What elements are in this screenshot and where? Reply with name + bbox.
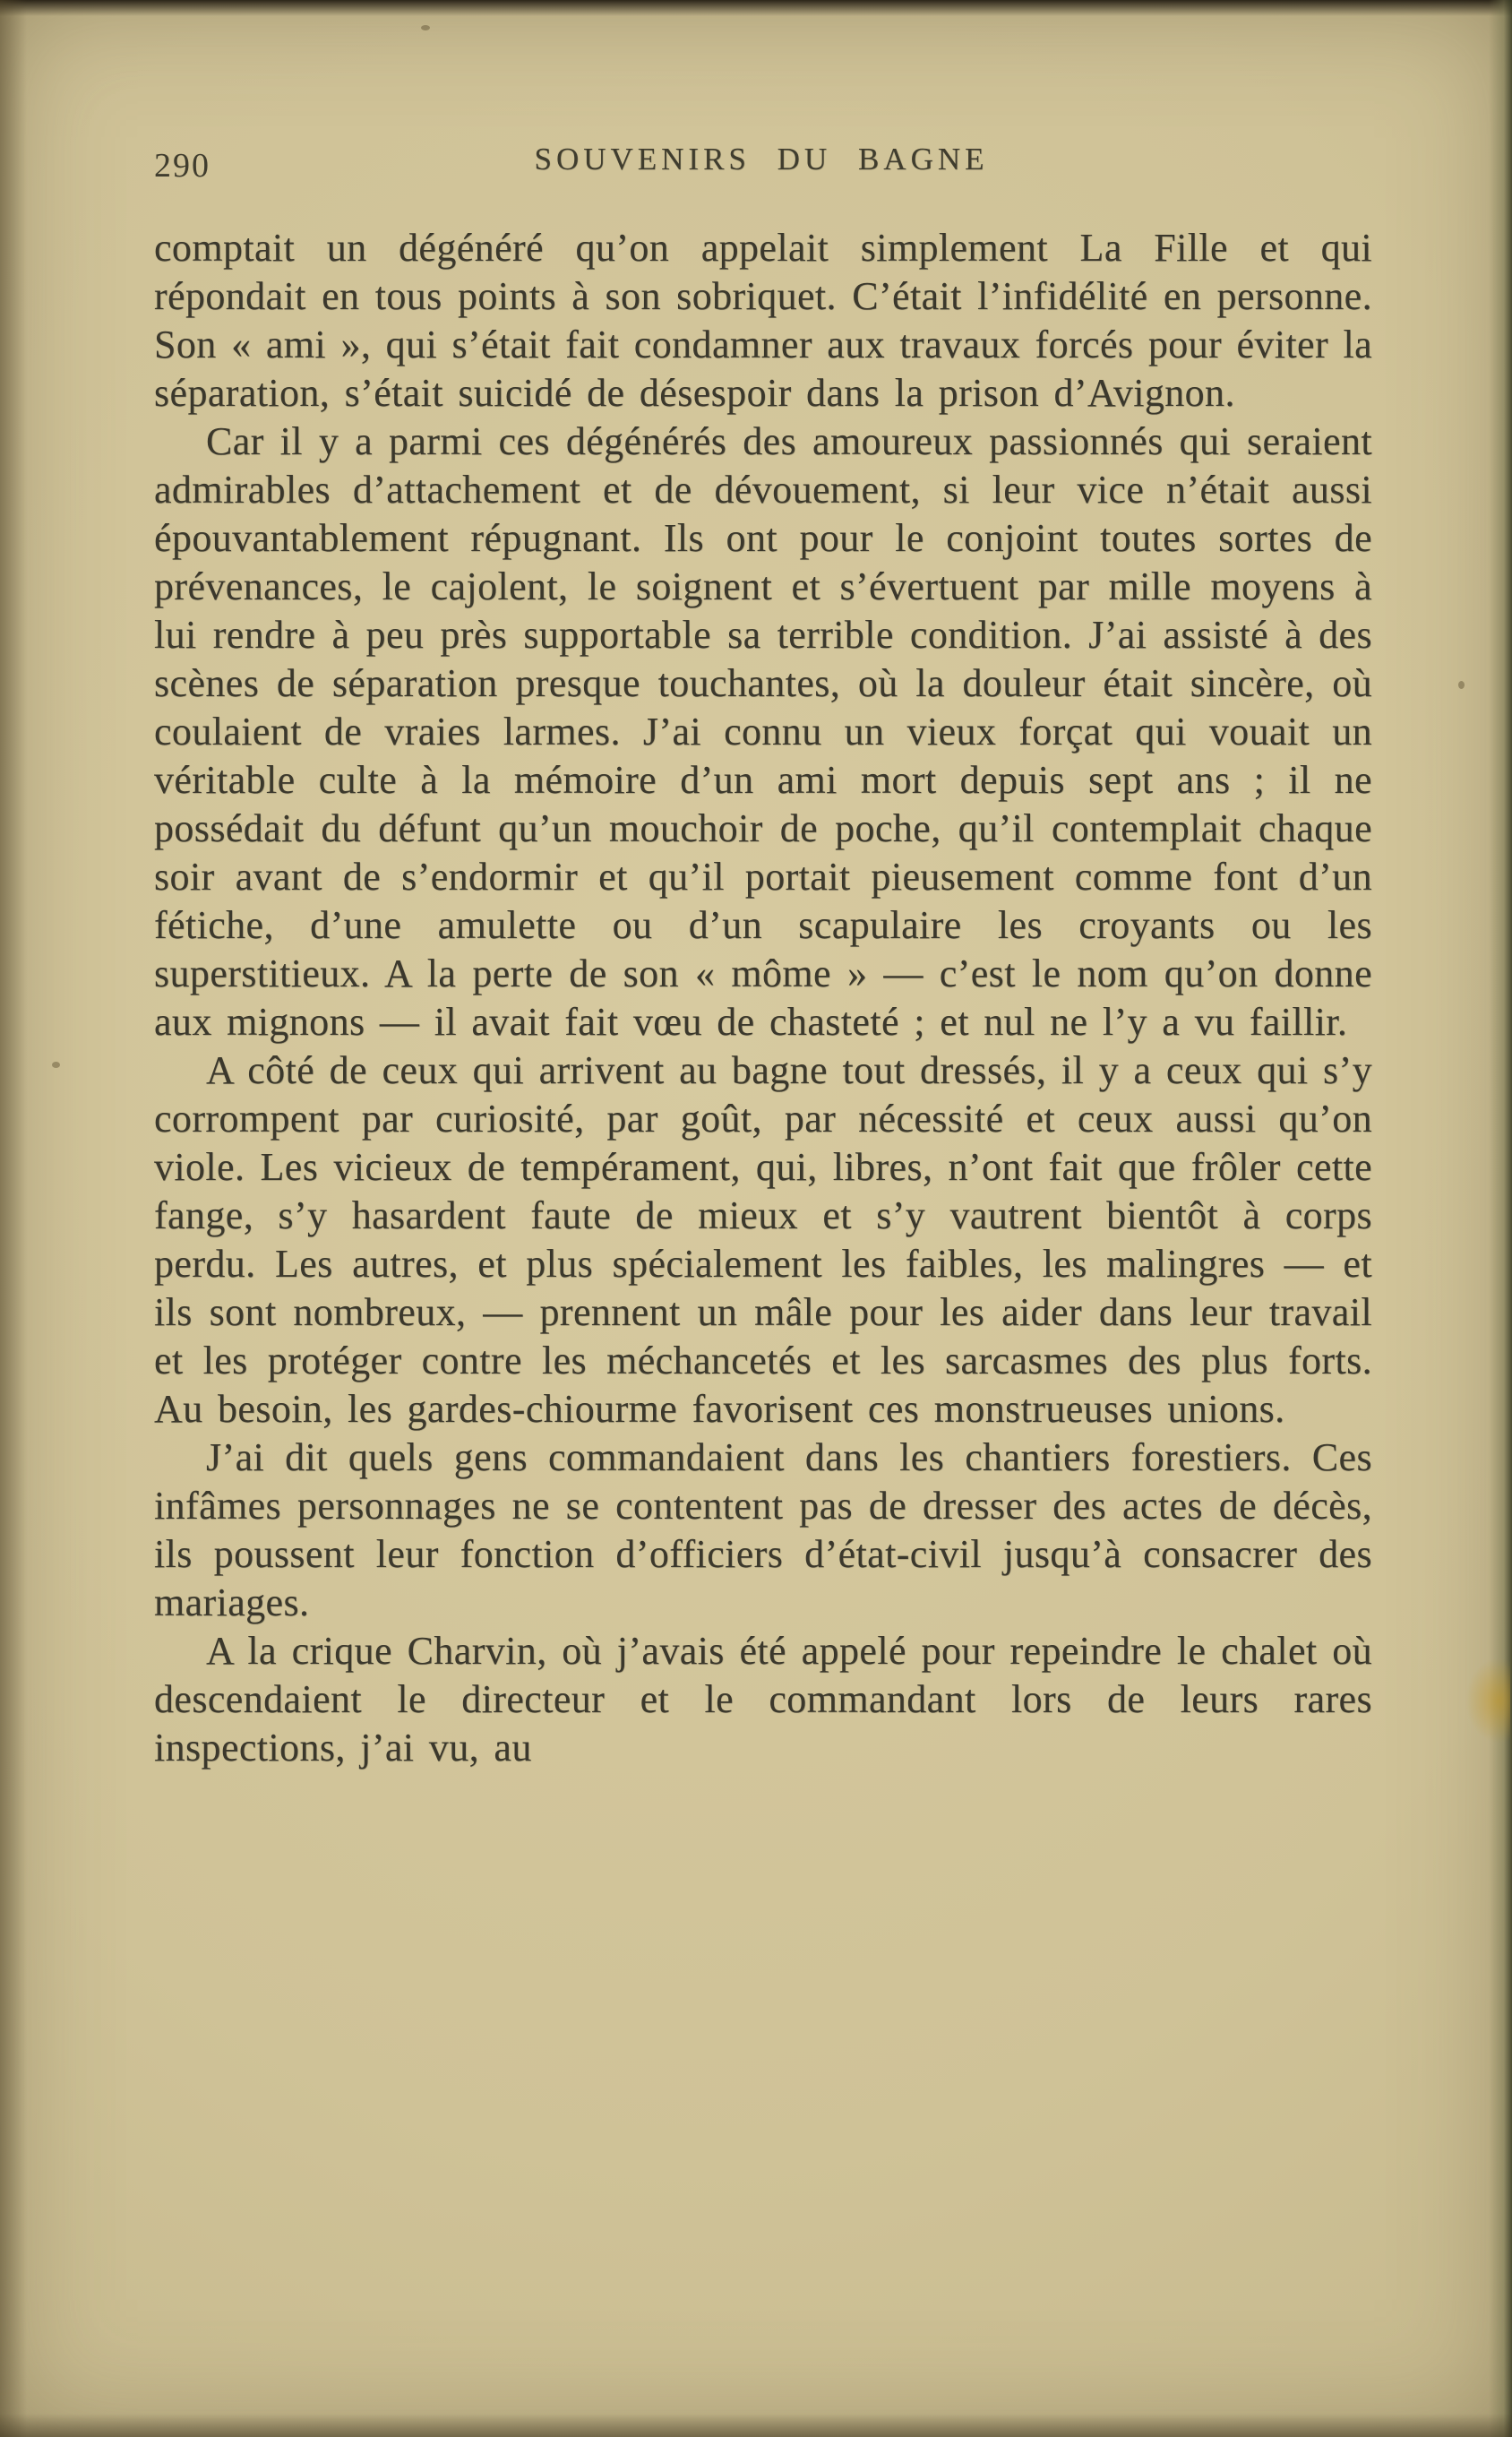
paragraph: A la crique Charvin, où j’avais été appelé pour repeindre le chalet où descendaient le directeur et le commandant lors de leurs rares inspections, j’ai vu, au <box>154 1629 1372 1770</box>
page-edge-bottom <box>0 2414 1512 2437</box>
running-title: SOUVENIRS DU BAGNE <box>534 142 989 177</box>
running-header <box>154 142 1369 185</box>
paragraph: comptait un dégénéré qu’on appelait simplement La Fille et qui répondait en tous points à son sobriquet. C’était l’infidélité en personne. Son « ami », qui s’était fait condamner aux travaux forcés pour éviter la séparation, s’était suicidé de désespoir dans la prison d’Avignon. <box>154 226 1372 415</box>
paragraph: J’ai dit quels gens commandaient dans les chantiers forestiers. Ces infâmes personnages ne se contentent pas de dresser des actes de décès, ils poussent leur fonction d’officiers d’état-civil jusqu’à consacrer des mariages. <box>154 1435 1372 1624</box>
page-number: 290 <box>154 147 210 185</box>
paper-speck <box>52 1062 60 1068</box>
paper-speck <box>421 25 430 30</box>
text-block <box>154 224 1372 1772</box>
page-edge-top <box>0 0 1512 16</box>
paragraph: Car il y a parmi ces dégénérés des amoureux passionnés qui seraient admirables d’attachement et de dévouement, si leur vice n’était aussi épouvantablement répugnant. Ils ont pour le conjoint toutes sortes de prévenances, le cajolent, le soignent et s’évertuent par mille moyens à lui rendre à peu près supportable sa terrible condition. J’ai assisté à des scènes de séparation presque touchantes, où la douleur était sincère, où coulaient de vraies larmes. J’ai connu un vieux forçat qui vouait un véritable culte à la mémoire d’un ami mort depuis sept ans ; il ne possédait du défunt qu’un mouchoir de poche, qu’il contemplait chaque soir avant de s’endormir et qu’il portait pieusement comme font d’un fétiche, d’une amulette ou d’un scapulaire les croyants ou les superstitieux. A la perte de son « môme » — c’est le nom qu’on donne aux mignons — il avait fait vœu de chasteté ; et nul ne l’y a vu faillir. <box>154 419 1372 1044</box>
paragraph: A côté de ceux qui arrivent au bagne tout dressés, il y a ceux qui s’y corrompent par curiosité, par goût, par nécessité et ceux aussi qu’on viole. Les vicieux de tempérament, qui, libres, n’ont fait que frôler cette fange, s’y hasardent faute de mieux et s’y vautrent bientôt à corps perdu. Les autres, et plus spécialement les faibles, les malingres — et ils sont nombreux, — prennent un mâle pour les aider dans leur travail et les protéger contre les méchancetés et les sarcasmes des plus forts. Au besoin, les gardes-chiourme favorisent ces monstrueuses unions. <box>154 1048 1372 1431</box>
paper-stain <box>1465 1658 1510 1744</box>
page-edge-left <box>0 0 27 2437</box>
page-edge-right <box>1489 0 1512 2437</box>
paper-speck <box>1458 681 1465 689</box>
